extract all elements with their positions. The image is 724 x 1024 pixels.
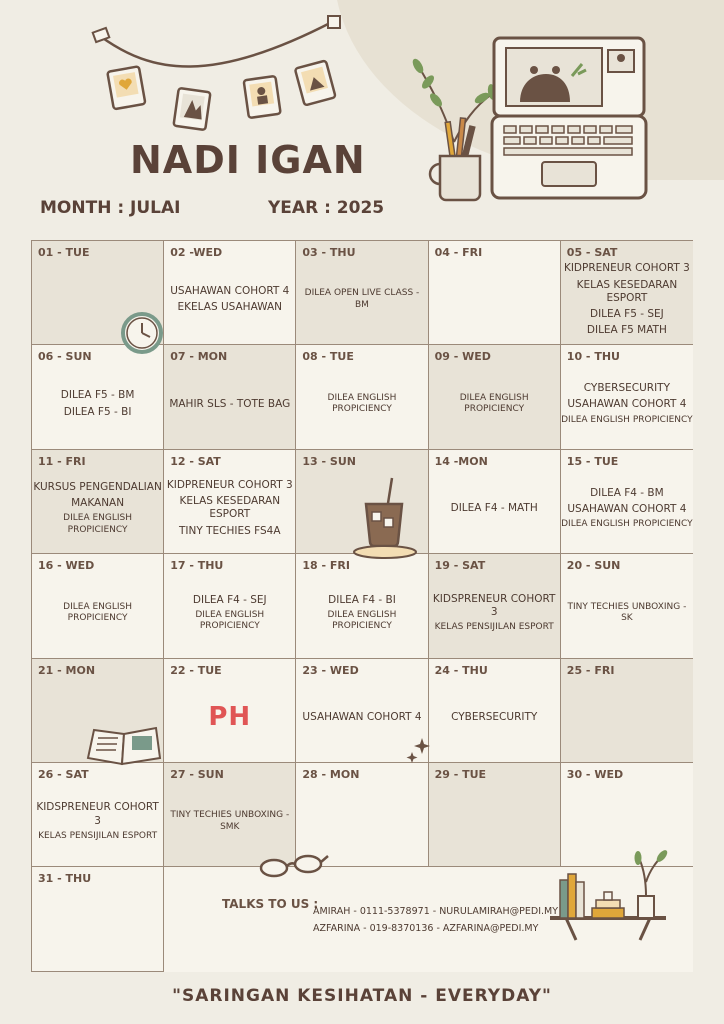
day-cell [561, 554, 693, 658]
day-cell [429, 554, 561, 658]
day-cell [429, 241, 561, 345]
event-label: TINY TECHIES FS4A [179, 524, 281, 537]
day-date: 02 -WED [170, 246, 223, 259]
event-label: KIDPRENEUR COHORT 3 [166, 479, 293, 492]
clock-icon [120, 311, 164, 355]
iced-drink-icon [352, 476, 420, 560]
day-date: 20 - SUN [566, 559, 621, 573]
day-date: 29 - TUE [434, 768, 487, 781]
event-label: KELAS PENSIJILAN ESPORT [38, 830, 158, 841]
event-label: KELAS KESEDARAN ESPORT [179, 495, 281, 521]
event-label: KIDSPRENEUR COHORT 3 [36, 801, 159, 827]
day-events [164, 363, 295, 444]
event-label: DILEA F4 - SEJ [192, 593, 267, 606]
day-date: 15 - TUE [566, 454, 619, 468]
event-label: DILEA F5 MATH [586, 323, 667, 336]
plant-pencil-cup-icon [404, 52, 499, 202]
event-label: TINY TECHIES UNBOXING - SMK [170, 810, 290, 832]
day-cell [561, 659, 693, 763]
day-date: 28 - MON [302, 768, 360, 781]
day-date: 26 - SAT [38, 768, 89, 781]
year-label: YEAR : 2025 [268, 198, 385, 218]
glasses-icon [258, 852, 330, 880]
day-cell [164, 554, 296, 658]
day-events [561, 363, 693, 444]
day-cell [429, 450, 561, 554]
event-label: DILEA ENGLISH PROPICIENCY [63, 601, 133, 623]
event-label: USAHAWAN COHORT 4 [170, 285, 290, 298]
event-label: DILEA F4 - BM [590, 486, 664, 499]
day-events [32, 468, 163, 549]
page-title: NADI IGAN [130, 138, 366, 182]
event-label: EKELAS USAHAWAN [177, 301, 283, 314]
day-events [32, 363, 163, 444]
day-cell [32, 554, 164, 658]
day-events [429, 468, 560, 549]
event-label: CYBERSECURITY [583, 382, 670, 395]
day-cell [429, 659, 561, 763]
day-date: 18 - FRI [302, 559, 350, 573]
day-date: 22 - TUE [170, 663, 222, 677]
day-events [429, 363, 560, 444]
day-events [296, 259, 427, 340]
event-label: DILEA F5 - BI [63, 405, 132, 418]
day-date: 09 - WED [434, 350, 491, 364]
day-cell [296, 554, 428, 658]
day-date: 12 - SAT [170, 454, 221, 468]
event-label: KELAS PENSIJILAN ESPORT [434, 621, 554, 632]
day-events [429, 677, 560, 758]
day-date: 23 - WED [302, 663, 359, 677]
day-date: 17 - THU [170, 559, 224, 573]
day-events [429, 572, 560, 653]
event-label: DILEA ENGLISH PROPICIENCY [561, 414, 693, 425]
event-label: DILEA F5 - BM [60, 389, 135, 402]
day-date: 27 - SUN [170, 768, 224, 781]
day-date: 08 - TUE [302, 350, 354, 364]
bookshelf-icon [546, 846, 670, 946]
day-date: 25 - FRI [566, 663, 615, 677]
event-label: KIDSPRENEUR COHORT 3 [432, 592, 556, 618]
day-events [296, 781, 427, 862]
event-label: KELAS KESEDARAN ESPORT [576, 278, 678, 304]
day-date: 01 - TUE [38, 246, 90, 259]
day-cell [32, 450, 164, 554]
day-cell [561, 450, 693, 554]
day-events [164, 259, 295, 340]
day-date: 16 - WED [38, 559, 95, 573]
event-label: TINY TECHIES UNBOXING - SK [567, 601, 687, 623]
footer-slogan: "SARINGAN KESIHATAN - EVERYDAY" [172, 986, 552, 1006]
day-events [32, 572, 163, 653]
photo-garland-icon [92, 14, 342, 134]
day-events [561, 468, 693, 549]
day-date: 13 - SUN [302, 454, 356, 468]
day-events [164, 572, 295, 653]
day-date: 07 - MON [170, 350, 228, 364]
contact-label: TALKS TO US : [222, 897, 319, 911]
event-label: DILEA ENGLISH PROPICIENCY [561, 518, 693, 529]
event-label: CYBERSECURITY [451, 710, 538, 723]
day-cell [164, 241, 296, 345]
contact-line-azfarina: AZFARINA - 019-8370136 - AZFARINA@PEDI.MY [313, 923, 539, 934]
day-date: 31 - THU [38, 872, 92, 886]
day-events [429, 781, 560, 862]
day-cell [429, 345, 561, 449]
day-date: 04 - FRI [434, 246, 483, 259]
day-date: 30 - WED [566, 768, 624, 781]
day-cell [32, 867, 164, 971]
day-cell [561, 241, 693, 345]
event-label: MAHIR SLS - TOTE BAG [169, 397, 291, 410]
day-date: 14 -MON [434, 454, 488, 468]
day-cell [32, 345, 164, 449]
day-events [296, 572, 427, 653]
contact-line-amirah: AMIRAH - 0111-5378971 - NURULAMIRAH@PEDI.MY [313, 906, 559, 917]
day-events [164, 468, 295, 549]
day-date: 21 - MON [38, 663, 96, 677]
event-label: USAHAWAN COHORT 4 [567, 502, 687, 515]
event-label: DILEA F4 - BI [328, 593, 396, 606]
day-date: 11 - FRI [38, 454, 86, 468]
event-label: DILEA ENGLISH PROPICIENCY [459, 392, 529, 415]
event-label: DILEA OPEN LIVE CLASS - BM [304, 288, 420, 310]
event-label: DILEA ENGLISH PROPICIENCY [327, 609, 397, 631]
sparkle-icon [406, 736, 432, 764]
day-events [561, 572, 693, 653]
event-label: KIDPRENEUR COHORT 3 [563, 262, 690, 275]
event-label: DILEA F5 - SEJ [590, 307, 664, 320]
day-date: 10 - THU [566, 350, 620, 364]
laptop-icon [490, 36, 650, 202]
day-date: 19 - SAT [434, 559, 486, 573]
open-book-icon [84, 724, 164, 768]
event-label: USAHAWAN COHORT 4 [567, 398, 687, 411]
day-events [164, 677, 295, 758]
event-label: MAKANAN [71, 497, 125, 510]
day-date: 03 - THU [302, 246, 356, 259]
day-cell [296, 241, 428, 345]
day-date: 05 - SAT [566, 246, 618, 259]
event-label: USAHAWAN COHORT 4 [302, 710, 422, 723]
day-cell [164, 450, 296, 554]
day-events [561, 259, 693, 340]
day-date: 06 - SUN [38, 350, 92, 364]
day-date: 24 - THU [434, 663, 488, 677]
day-events [296, 363, 427, 444]
day-cell [429, 763, 561, 867]
day-events [32, 885, 163, 966]
day-cell [32, 763, 164, 867]
event-label: DILEA ENGLISH PROPICIENCY [63, 513, 133, 535]
event-label: DILEA F4 - MATH [450, 501, 538, 514]
day-cell [561, 345, 693, 449]
month-label: MONTH : JULAI [40, 198, 181, 218]
day-cell [296, 345, 428, 449]
day-events [561, 677, 693, 758]
day-cell [164, 659, 296, 763]
event-label: DILEA ENGLISH PROPICIENCY [195, 609, 265, 631]
public-holiday-label: PH [208, 702, 252, 733]
event-label: KURSUS PENGENDALIAN [33, 481, 162, 494]
day-events [429, 259, 560, 340]
day-events [164, 781, 295, 862]
event-label: DILEA ENGLISH PROPICIENCY [327, 392, 397, 415]
day-cell [164, 345, 296, 449]
day-events [32, 781, 163, 862]
